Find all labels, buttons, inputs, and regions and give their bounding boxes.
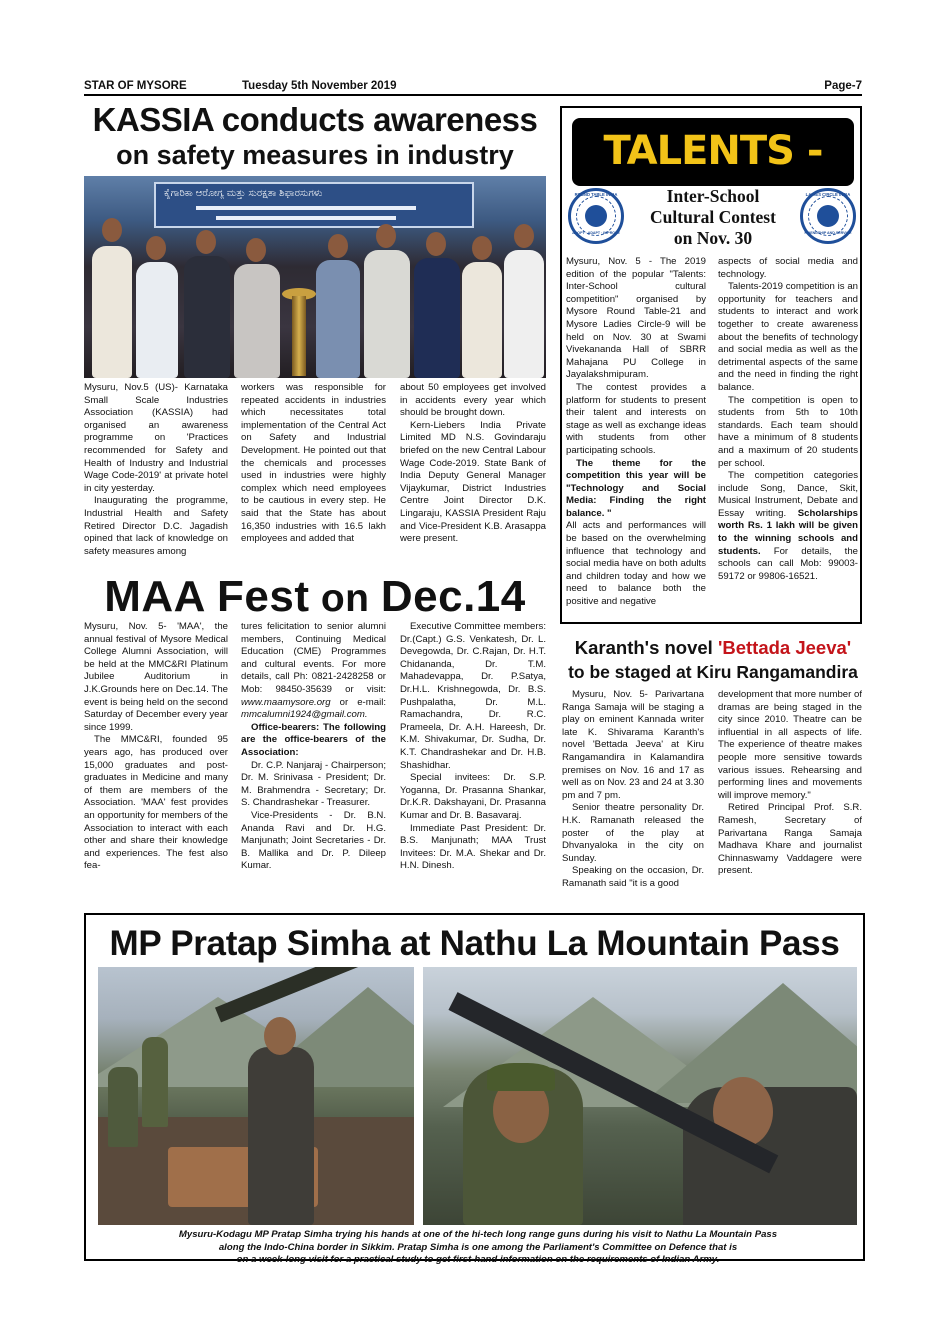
subheadline-line: Inter-School	[666, 186, 760, 206]
paragraph: The competition is open to students from 5th to 10th standards. Each team should have a minimum of 8 students and a maximum of 20 students per school.	[718, 394, 858, 469]
maa-headline-part: on	[320, 577, 370, 620]
email-label: or e-mail:	[339, 696, 386, 708]
kassia-column-1	[84, 382, 228, 568]
event-banner	[154, 182, 474, 228]
caption-line: Mysuru-Kodagu MP Pratap Simha trying his hands at one of the hi-tech long range guns during his visit to Nathu La Mountain Pass	[178, 1229, 778, 1240]
maa-column-1	[84, 621, 228, 903]
kassia-column-3	[400, 382, 546, 568]
paragraph: The contest provides a platform for students to present their talent and interests on stage as well as exchange ideas with students from other participating schools.	[566, 381, 706, 456]
maa-column-3	[400, 621, 546, 903]
banner-line	[196, 206, 416, 210]
round-table-india-seal	[568, 188, 624, 244]
paragraph: workers was responsible for repeated accidents in industries which necessitates total implementation of the Central Act on Safety and Industrial Development. He pointed out that the chemicals and processes used in industries were highly complex which need employees to be cautious in every step. He said that the State has about 16,350 industries with 16.5 lakh employees and added that	[241, 382, 386, 545]
masthead	[84, 80, 862, 96]
talents-box	[560, 106, 862, 624]
karanth-headline	[560, 637, 866, 659]
face	[146, 236, 166, 260]
seal-name: ROUND TABLE INDIA	[574, 192, 618, 197]
seal-motto: ADOPT · ADAPT · IMPROVE	[572, 231, 620, 235]
mp-photo-right	[423, 967, 857, 1225]
face	[246, 238, 266, 262]
talents-subheadline	[624, 186, 802, 249]
face	[196, 230, 216, 254]
headline-play-title: 'Bettada Jeeva'	[717, 637, 852, 658]
paragraph	[241, 722, 386, 760]
kassia-headline: KASSIA conducts awareness	[92, 101, 538, 138]
paragraph: Mysuru, Nov.5 (US)- Karnataka Small Scale Industries Association (KASSIA) had organised an awareness programme on 'Practices recommended for Safety and Health of Industry and Industrial Wage Code-2019' at private hotel in city yesterday.	[84, 382, 228, 494]
paragraph: Immediate Past President: Dr. B.S. Manjunath; MAA Trust Invitees: Dr. M.A. Shekar and Dr. H.N. Dinesh.	[400, 822, 546, 872]
paragraph	[718, 470, 858, 583]
paragraph: Senior theatre personality Dr. H.K. Ramanath released the poster of the play at Dhvanyaloka in the city on Sunday.	[562, 802, 704, 864]
paragraph: Inaugurating the programme, Industrial Health and Safety Retired Director D.C. Jagadish opined that lack of knowledge on safety measures among	[84, 495, 228, 557]
paragraph: Mysuru, Nov. 5- 'MAA', the annual festival of Mysore Medical College Alumni Association, will be held at the MMC&RI Platinum Jubilee Auditorium in J.K.Grounds here on Dec.14. The event is being held on the second Saturday of December every year since 1999.	[84, 621, 228, 733]
ladies-circle-india-seal	[800, 188, 856, 244]
maa-headline-part: MAA Fest	[104, 572, 310, 621]
contact-text: For details, the schools can call Mob: 99003-59172 or 99806-16521.	[718, 545, 858, 582]
paper-name: STAR OF MYSORE	[84, 80, 187, 92]
karanth-subheadline: to be staged at Kiru Rangamandira	[568, 662, 858, 682]
page-number: Page-7	[824, 80, 862, 92]
paragraph: tures felicitation to senior alumni members, Continuing Medical Education (CME) Programmes and cultural events. For more details, call Ph: 0821-2428258 or Mob: 98450-35639 or visit:	[241, 621, 386, 695]
seal-motto: FRIENDSHIP AND SERVICE	[804, 231, 852, 235]
paragraph: Retired Principal Prof. S.R. Ramesh, Secretary of Parivartana Ranga Samaja Madhava Khare and journalist Chinnaswamy Vaddagere were present.	[718, 802, 862, 877]
maa-headline-part: Dec.14	[380, 572, 526, 621]
subheadline-line: on Nov. 30	[673, 228, 753, 248]
mp-photo-feature	[84, 913, 865, 1265]
maa-column-2	[241, 621, 386, 903]
person	[316, 260, 360, 378]
kassia-subheadline: on safety measures in industry	[116, 140, 514, 170]
soldier	[108, 1067, 138, 1147]
mp-headline: MP Pratap Simha at Nathu La Mountain Pass	[109, 924, 840, 963]
face	[426, 232, 446, 256]
paragraph	[566, 458, 706, 521]
theme-statement: The theme for the competition this year will be "Technology and Social Media: Finding the right balance. "	[566, 457, 706, 519]
banner-line	[216, 216, 396, 220]
headline-part: Karanth's novel	[574, 637, 713, 658]
person	[92, 246, 132, 378]
paragraph: Mysuru, Nov. 5 - The 2019 edition of the popular "Talents: Inter-School cultural competition" organised by Mysore Round Table-21 and Mysore Ladies Circle-9 will be held on Nov. 30 at Swami Vivekananda Hall of SBRR Mahajana PU College in Jayalakshmipuram.	[566, 256, 706, 381]
maa-headline	[84, 572, 546, 621]
face	[472, 236, 492, 260]
helmet	[487, 1063, 555, 1091]
talents-logo-text: TALENTS -	[603, 128, 823, 174]
caption-line: along the Indo-China border in Sikkim. Pratap Simha is one among the Parliament's Committee on Defence that is	[218, 1241, 738, 1253]
paragraph: aspects of social media and technology.	[718, 256, 858, 280]
categories-text: The competition categories include Song, Dance, Skit, Musical Instrument, Debate and Essay writing.	[718, 470, 858, 519]
talents-logo	[572, 118, 854, 186]
talents-column-2	[718, 256, 858, 622]
office-bearers-label: Office-bearers: The following are the office-bearers of the Association:	[241, 721, 386, 758]
kassia-event-photo	[84, 176, 546, 378]
face	[376, 224, 396, 248]
person	[462, 262, 502, 378]
paragraph: Vice-Presidents - Dr. B.N. Ananda Ravi and Dr. H.G. Manjunath; Joint Secretaries - Dr. B. Mallika and Dr. P. Dileep Kumar.	[241, 809, 386, 872]
person	[248, 1047, 314, 1225]
maa-email-link[interactable]: mmcalumni1924@gmail.com.	[241, 709, 368, 721]
person	[234, 264, 280, 378]
paragraph: Special invitees: Dr. S.P. Yoganna, Dr. Prasanna Shankar, Dr.K.R. Dakshayani, Dr. Prasanna Kumar and Dr. B. Basavaraj.	[400, 772, 546, 821]
paragraph: Dr. C.P. Nanjaraj - Chairperson; Dr. M. Srinivasa - President; Dr. M. Brahmendra - Secretary; Dr. S. Chandrashekar - Treasurer.	[241, 759, 386, 809]
banner-text: ಕೈಗಾರಿಕಾ ಆರೋಗ್ಯ ಮತ್ತು ಸುರಕ್ಷತಾ ಶಿಫಾರಸುಗಳು	[164, 188, 323, 199]
seal-wheel-icon	[817, 205, 839, 227]
person	[364, 250, 410, 378]
face	[328, 234, 348, 258]
person	[414, 258, 460, 378]
kassia-column-2	[241, 382, 386, 568]
scholarship-text: Scholarships worth Rs. 1 lakh will be given to the winning schools and students.	[718, 507, 858, 557]
maa-website-link[interactable]: www.maamysore.org	[241, 696, 331, 708]
issue-date: Tuesday 5th November 2019	[242, 80, 397, 92]
oil-lamp	[292, 296, 306, 376]
mp-photo-caption	[98, 1229, 858, 1267]
person	[504, 250, 544, 378]
karanth-column-1	[562, 689, 704, 903]
caption-line: on a week-long visit for a practical study to get first-hand information on the requirements of Indian Army.	[236, 1254, 720, 1265]
person	[136, 262, 178, 378]
karanth-column-2	[718, 689, 862, 903]
subheadline-line: Cultural Contest	[650, 207, 776, 227]
seal-name: LADIES CIRCLE INDIA	[805, 192, 851, 197]
person	[184, 256, 230, 378]
paragraph: development that more number of dramas are being staged in the city since 2010. Theatre can be influential in all aspects of life. The experience of theatre makes people more sensitive towards various issues. Rehearsing and performing lines and movements will improve memory."	[718, 689, 862, 801]
face	[102, 218, 122, 242]
face	[264, 1017, 296, 1055]
paragraph: Kern-Liebers India Private Limited MD N.S. Govindaraju briefed on the new Central Labour Wage Code-2019. State Bank of India Deputy General Manager Vijaykumar, District Industries Centre Joint Director D.K. Lingaraju, KASSIA President Raju and Vice-President K.B. Arasappa were present.	[400, 419, 546, 545]
paragraph: The MMC&RI, founded 95 years ago, has produced over 15,000 graduates and post-graduates in Medicine and many of them are members of the Association. 'MAA' fest provides an opportunity for members of the Association to interact with each other and share their knowledge and experiences. The fest also fea-	[84, 734, 228, 872]
mp-photo-left	[98, 967, 414, 1225]
paragraph: about 50 employees get involved in accidents every year which should be brought down.	[400, 382, 546, 419]
paragraph: Mysuru, Nov. 5- Parivartana Ranga Samaja will be staging a play on eminent Kannada writer late K. Shivarama Karanth's novel 'Bettada Jeeva' at Kiru Rangamandira in Kalamandira premises on Nov. 16 and 17 as well as on Nov. 23 and 24 at 3.30 pm and 7 pm.	[562, 689, 704, 801]
paragraph: Executive Committee members: Dr.(Capt.) G.S. Venkatesh, Dr. L. Devegowda, Dr. C.Rajan, Dr. H.T. Chidananda, Dr. T.M. Mahadevappa, Dr. P.Satya, Dr.H.L. Krishnegowda, Dr. B.S. Pushpalatha, Dr. M.L. Ramachandra, Dr. R.C. Prameela, Dr. A.H. Hareesh, Dr. K.M. Shivakumar, Dr. Sudha, Dr. K.T. Chandrashekar and Dr. H.B. Shashidhar.	[400, 621, 546, 771]
paragraph: All acts and performances will be based on the overwhelming influence that technology and social media have on both adults and children today and how we need to balance both the positive and negative	[566, 520, 706, 608]
soldier	[142, 1037, 168, 1127]
talents-column-1	[566, 256, 706, 622]
seal-wheel-icon	[585, 205, 607, 227]
face	[514, 224, 534, 248]
paragraph: Talents-2019 competition is an opportunity for teachers and students to interact and work together to create awareness about the benefits of technology and social media as well as the detrimental aspects of the same and the need in finding the right balance.	[718, 281, 858, 393]
paragraph: Speaking on the occasion, Dr. Ramanath said "it is a good	[562, 865, 704, 889]
